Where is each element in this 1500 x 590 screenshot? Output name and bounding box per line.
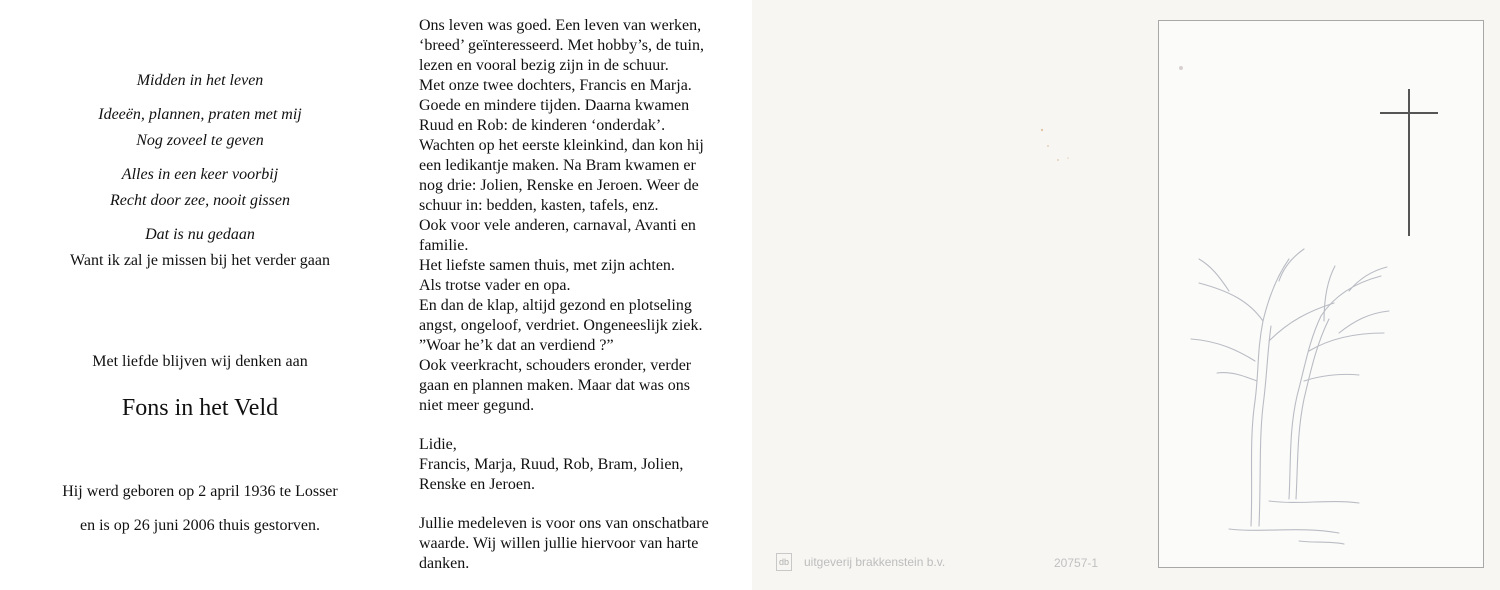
- tribute-line: lezen en vooral bezig zijn in de schuur.: [419, 57, 669, 74]
- tribute-line: gaan en plannen maken. Maar dat was ons: [419, 377, 691, 394]
- tribute-line: Ook veerkracht, schouders eronder, verder: [419, 357, 692, 374]
- tribute-line: schuur in: bedden, kasten, tafels, enz.: [419, 197, 659, 214]
- poem-line: Midden in het leven: [136, 72, 264, 89]
- tribute-line: Met onze twee dochters, Francis en Marja.: [419, 77, 692, 94]
- tribute-line: ”Woar he’k dat an verdiend ?”: [419, 337, 614, 354]
- memorial-intro-text: Met liefde blijven wij denken aan: [92, 353, 308, 370]
- thanks-line: Jullie medeleven is voor ons van onschatbare: [419, 515, 709, 532]
- tribute-line: Ruud en Rob: de kinderen ‘onderdak’.: [419, 117, 666, 134]
- publisher-imprint: [776, 553, 945, 571]
- tribute-line: niet meer gegund.: [419, 397, 535, 414]
- tribute-line: een ledikantje maken. Na Bram kwamen er: [419, 157, 696, 174]
- life-dates: [0, 467, 400, 551]
- family-signature: [419, 435, 749, 495]
- front-cover-art: [1159, 21, 1483, 567]
- bare-trees-drawing: [1191, 249, 1389, 544]
- life-line-birth: Hij werd geboren op 2 april 1936 te Losser: [62, 483, 338, 500]
- memorial-intro: [0, 337, 400, 387]
- thanks-line: danken.: [419, 555, 470, 572]
- publisher-name: uitgeverij brakkenstein b.v.: [804, 555, 946, 569]
- back-cover: [752, 0, 1156, 590]
- poem-line: Want ik zal je missen bij het verder gaan: [70, 252, 330, 269]
- family-line: Francis, Marja, Ruud, Rob, Bram, Jolien,: [419, 456, 684, 473]
- front-cover-frame: [1158, 20, 1484, 568]
- poem-line: Alles in een keer voorbij: [121, 166, 279, 183]
- poem-line: Ideeën, plannen, praten met mij: [98, 106, 302, 123]
- tribute-line: Ons leven was goed. Een leven van werken,: [419, 17, 702, 34]
- poem-line: Nog zoveel te geven: [136, 132, 264, 149]
- paper-specks: [752, 0, 1156, 590]
- tribute-line: Als trotse vader en opa.: [419, 277, 571, 294]
- tribute-line: nog drie: Jolien, Renske en Jeroen. Weer de: [419, 177, 699, 194]
- card-code: 20757-1: [1054, 556, 1099, 570]
- tribute-line: Ook voor vele anderen, carnaval, Avanti en: [419, 217, 696, 234]
- tribute-line: Goede en mindere tijden. Daarna kwamen: [419, 97, 690, 114]
- tribute-line: Het liefste samen thuis, met zijn achten.: [419, 257, 675, 274]
- tribute-line: ‘breed’ geïnteresseerd. Met hobby’s, de tuin,: [419, 37, 704, 54]
- deceased-name: Fons in het Veld: [121, 395, 279, 421]
- thanks-text: [419, 514, 749, 574]
- cross-icon: [1380, 89, 1438, 236]
- thanks-line: waarde. Wij willen jullie hiervoor van harte: [419, 535, 699, 552]
- paper-speck: [1179, 66, 1183, 70]
- publisher-logo-icon: db: [776, 553, 792, 571]
- tribute-line: En dan de klap, altijd gezond en plotseling: [419, 297, 692, 314]
- family-line: Renske en Jeroen.: [419, 476, 535, 493]
- family-line: Lidie,: [419, 436, 457, 453]
- tribute-line: familie.: [419, 237, 469, 254]
- poem-line: Dat is nu gedaan: [145, 226, 255, 243]
- tribute-line: angst, ongeloof, verdriet. Ongeneeslijk ziek.: [419, 317, 703, 334]
- life-line-death: en is op 26 juni 2006 thuis gestorven.: [80, 517, 320, 534]
- poem-line: Recht door zee, nooit gissen: [110, 192, 290, 209]
- tribute-text: [419, 16, 749, 416]
- left-panel: [0, 0, 400, 590]
- tribute-line: Wachten op het eerste kleinkind, dan kon hij: [419, 137, 704, 154]
- poem-closing: [0, 236, 400, 286]
